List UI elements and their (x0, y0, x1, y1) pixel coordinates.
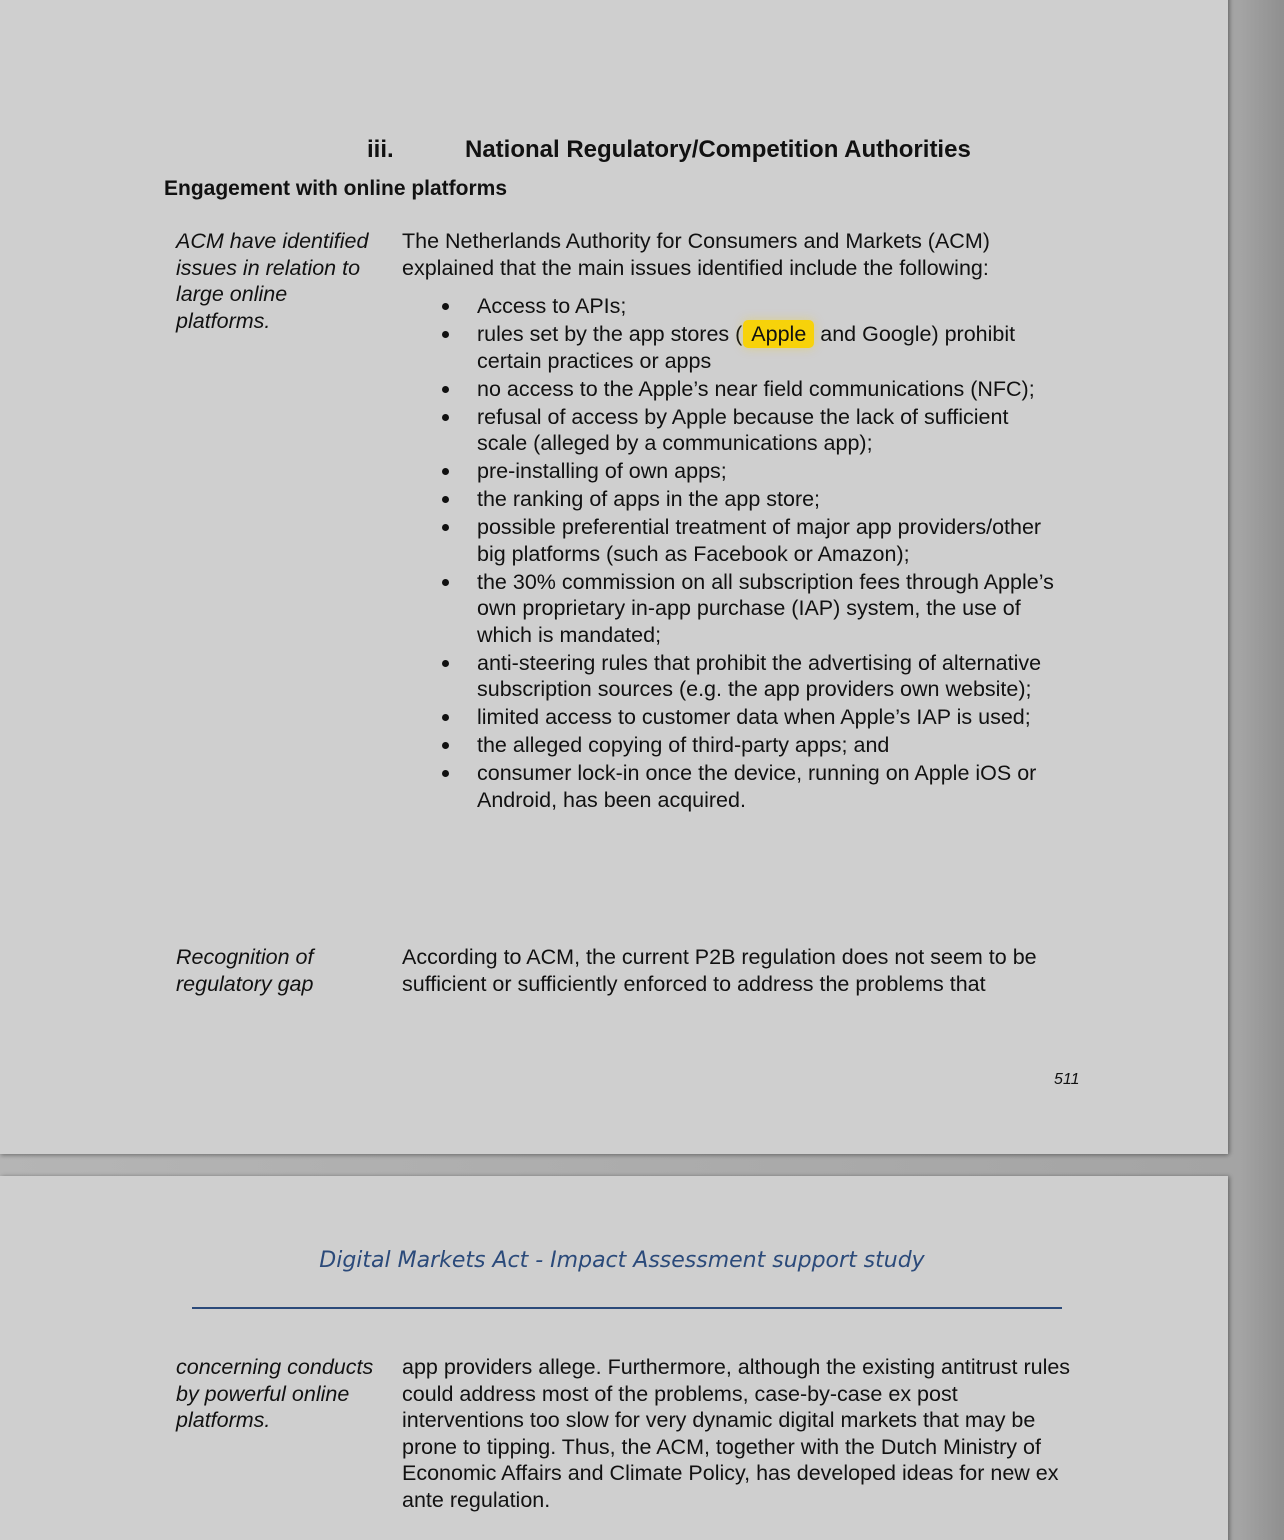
intro-paragraph: The Netherlands Authority for Consumers and Markets (ACM) explained that the main issues identified include the following: (402, 229, 990, 280)
search-highlight[interactable]: Apple (743, 320, 814, 348)
list-item: limited access to customer data when Apple’s IAP is used; (440, 704, 1060, 731)
margin-note-conducts: concerning conducts by powerful online platforms. (176, 1355, 374, 1432)
paragraph-p2b: According to ACM, the current P2B regulation does not seem to be sufficient or sufficiently enforced to address the problems that (402, 945, 1037, 996)
page-number: 511 (1054, 1071, 1080, 1088)
list-item: refusal of access by Apple because the lack of sufficient scale (alleged by a communications app); (440, 404, 1060, 457)
issues-list (440, 293, 1060, 815)
margin-note-regulatory-gap: Recognition of regulatory gap (176, 945, 314, 996)
list-item: rules set by the app stores ( Apple and Google) prohibit certain practices or apps (440, 321, 1060, 374)
header-divider (192, 1307, 1062, 1309)
list-item: consumer lock-in once the device, running on Apple iOS or Android, has been acquired. (440, 760, 1060, 813)
list-item: no access to the Apple’s near field communications (NFC); (440, 376, 1060, 403)
running-header: Digital Markets Act - Impact Assessment support study (319, 1248, 925, 1273)
list-item: pre-installing of own apps; (440, 458, 1060, 485)
list-item: the alleged copying of third-party apps; and (440, 732, 1060, 759)
list-item: the ranking of apps in the app store; (440, 486, 1060, 513)
section-title: National Regulatory/Competition Authorities (465, 136, 971, 163)
list-item: the 30% commission on all subscription fees through Apple’s own proprietary in-app purchase (IAP) system, the use of which is mandated; (440, 569, 1060, 649)
margin-note-issues: ACM have identified issues in relation to large online platforms. (176, 229, 369, 333)
section-number: iii. (367, 136, 394, 163)
subheading: Engagement with online platforms (164, 177, 508, 200)
paragraph-continued: app providers allege. Furthermore, although the existing antitrust rules could address most of the problems, case-by-case ex post interventions too slow for very dynamic digital markets that may be prone to tipping. Thus, the ACM, together with the Dutch Ministry of Economic Affairs and Climate Policy, has developed ideas for new ex ante regulation. (402, 1355, 1071, 1512)
page-512 (0, 1176, 1228, 1540)
list-item: anti-steering rules that prohibit the advertising of alternative subscription sources (e.g. the app providers own website); (440, 650, 1060, 703)
list-item: Access to APIs; (440, 293, 1060, 320)
list-item: possible preferential treatment of major app providers/other big platforms (such as Facebook or Amazon); (440, 514, 1060, 567)
